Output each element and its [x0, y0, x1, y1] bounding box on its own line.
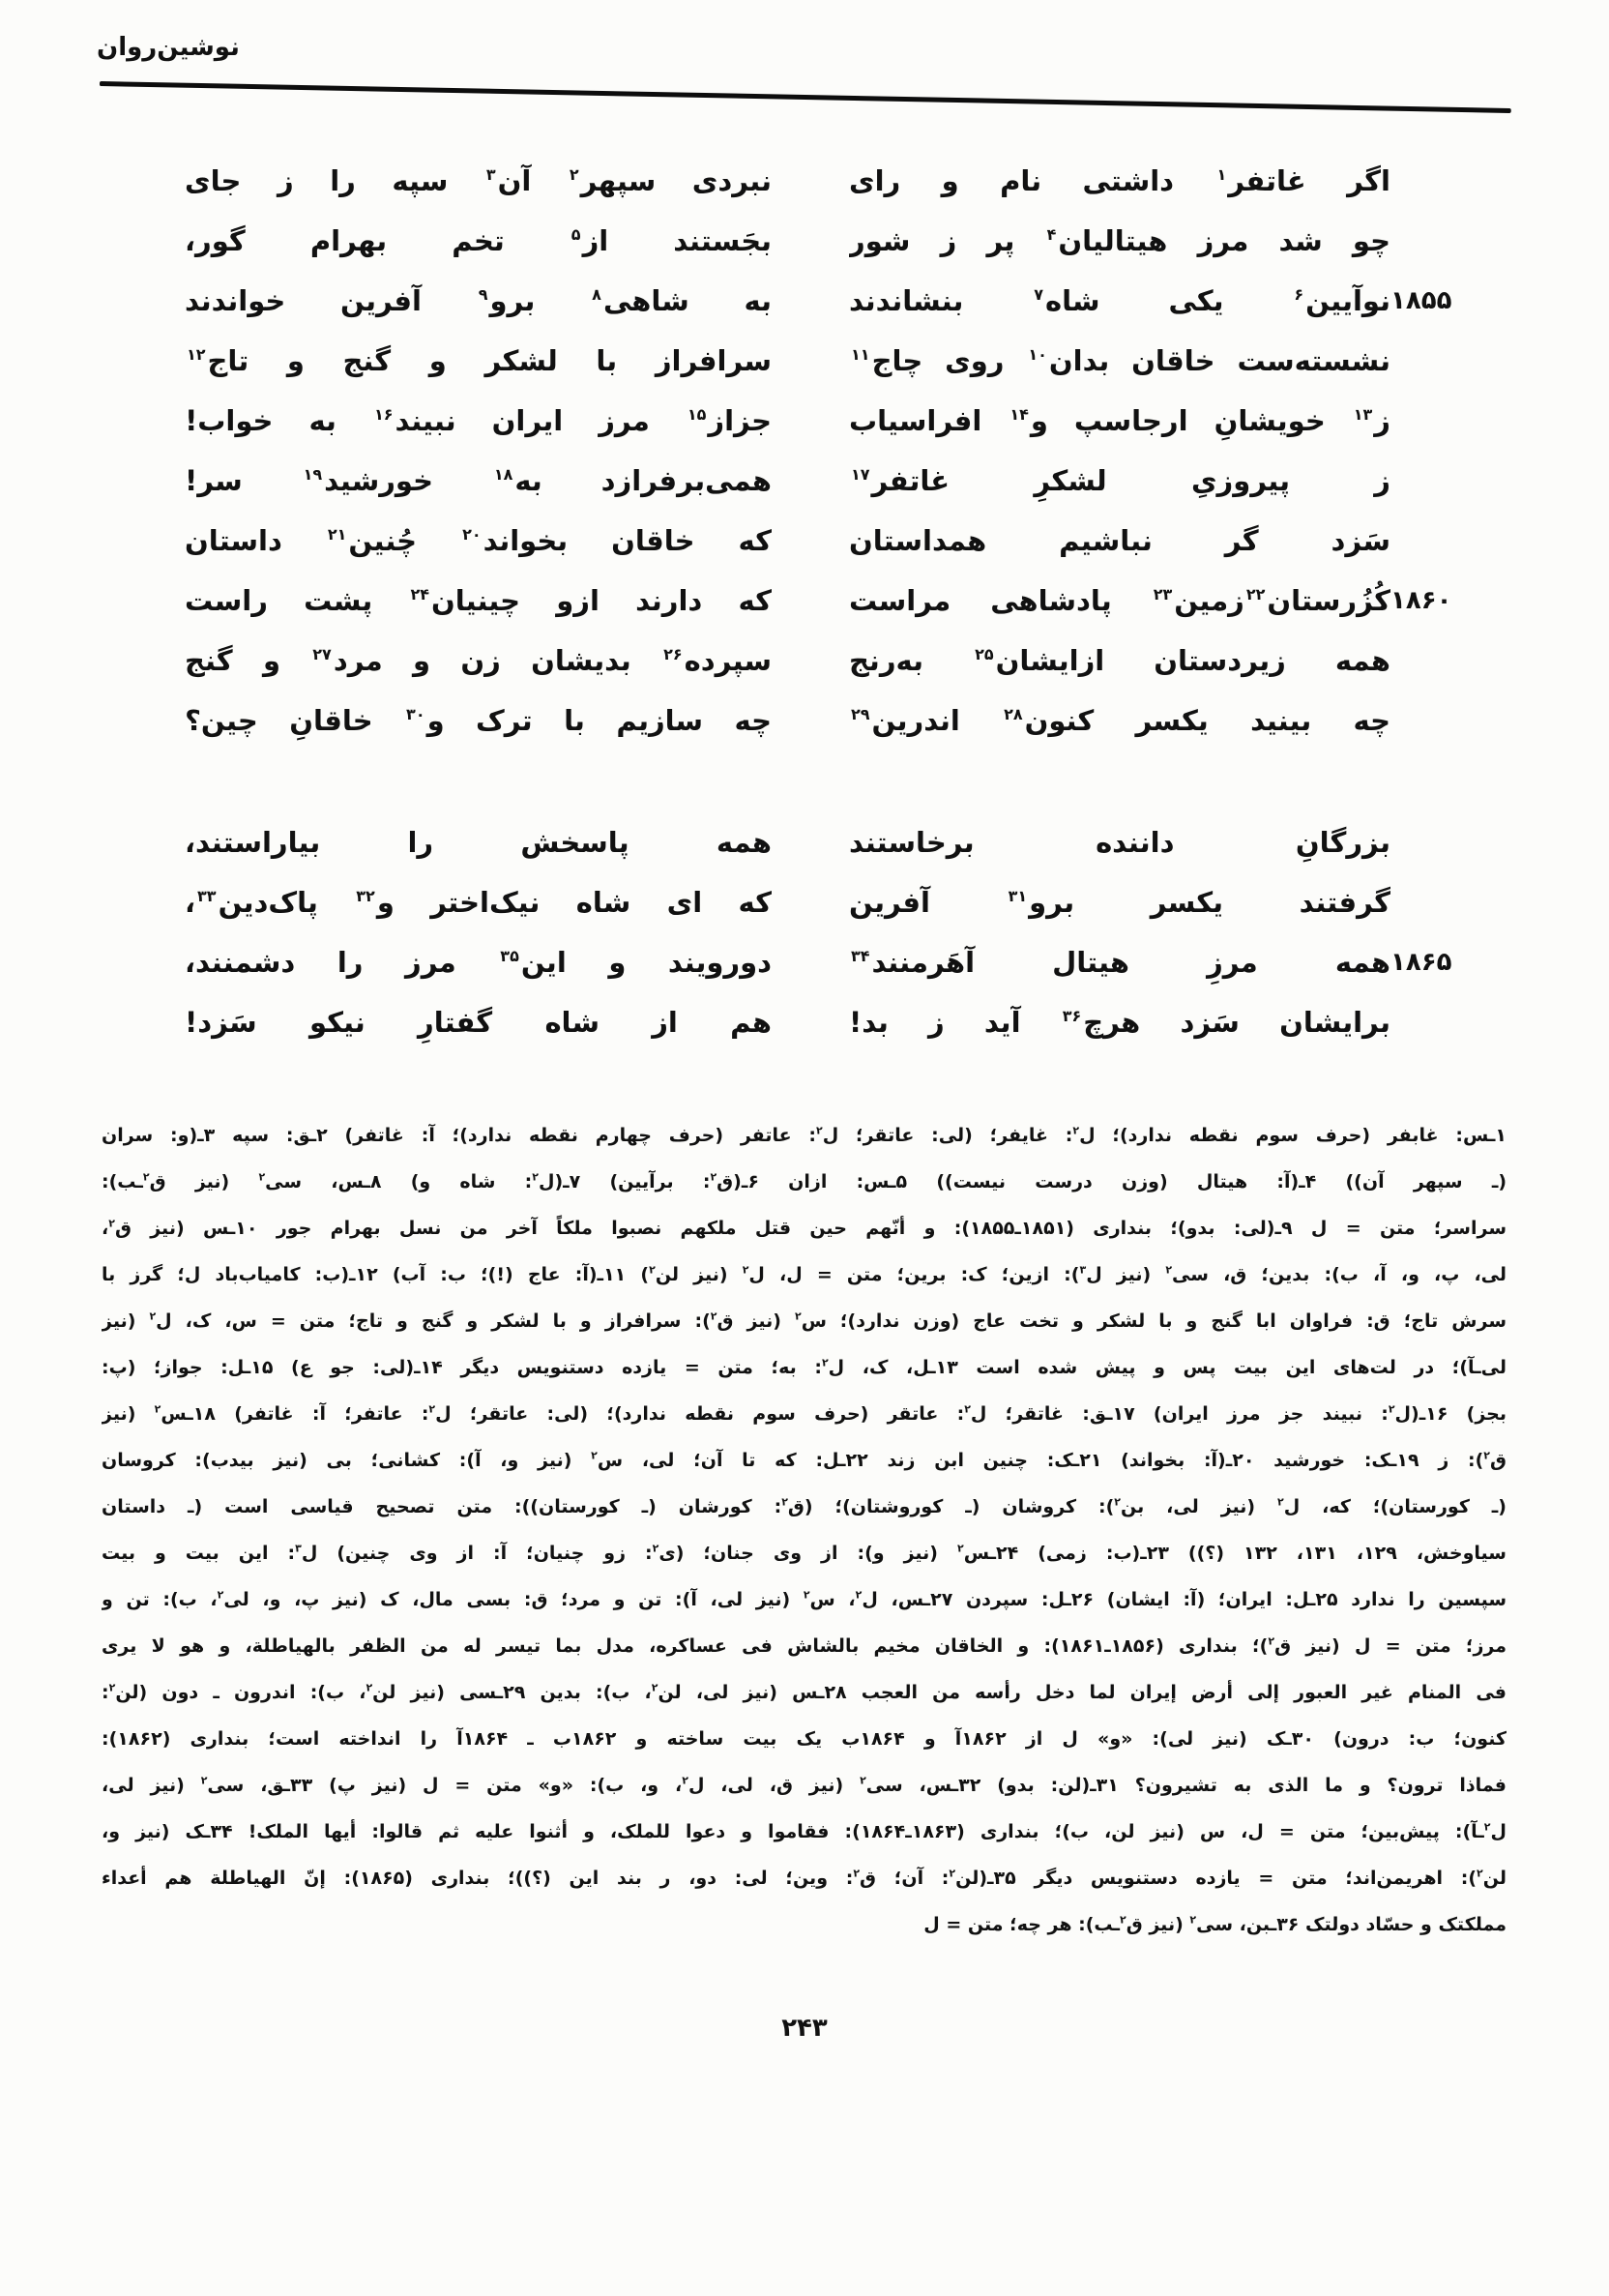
footnote-marker: ۶	[1294, 285, 1304, 305]
footnote-marker: ۱۳	[1353, 405, 1373, 425]
footnote-marker: ۲	[803, 1588, 810, 1602]
footnote-marker: ۳	[295, 1542, 302, 1555]
hemistich-second: که دارند ازو چینیان$^{۲۴}$ پشت راست	[185, 584, 772, 617]
verse-number: ۱۸۶۰	[1390, 586, 1452, 615]
hemistich-second: نبردی سپهر$^۲$ آن$^۳$ سپه را ز جای	[185, 164, 772, 197]
footnote-line: لی‌ـآ)؛ در لت‌های این بیت پس و پیش شده است ۱۳ـل، ک، ل$^۲$: به؛ متن = یازده دستنویس دیگر ۱۴ـ(لی: جو ع) ۱۵ـل: جواز؛ (پ:	[102, 1356, 1507, 1378]
footnote-marker: ۳۲	[356, 887, 375, 906]
footnote-marker: ۲	[949, 1867, 956, 1880]
hemistich-first: چو شد مرز هیتالیان$^۴$ پر ز شور	[849, 224, 1390, 257]
footnote-line: (ـ کورستان)؛ که، ل$^۲$ (نیز لی، بن$^۲$): کروشان (ـ کوروشتان)؛ (ق$^۲$: کورشان (ـ کورستان)): متن تصحیح قیاسی است (ـ داستان	[102, 1495, 1507, 1517]
footnote-marker: ۳۶	[1062, 1007, 1082, 1026]
hemistich-first: نوآیین$^۶$ یکی شاه$^۷$ بنشاندند	[849, 284, 1390, 317]
footnote-marker: ۲	[964, 1402, 971, 1416]
footnote-marker: ۵	[570, 225, 581, 245]
hemistich-first: ز پیروزیِ لشکرِ غاتفر$^{۱۷}$	[851, 464, 1390, 497]
footnote-marker: ۲	[108, 1681, 116, 1694]
hemistich-second: جزاز$^{۱۵}$ مرز ایران نبیند$^{۱۶}$ به خواب!	[185, 404, 772, 437]
footnote-marker: ۳	[485, 165, 496, 185]
footnote-marker: ۸	[592, 285, 601, 305]
footnote-marker: ۲	[1388, 1402, 1395, 1416]
hemistich-first: نشسته‌ست خاقان بدان$^{۱۰}$ روی چاج$^{۱۱}$	[851, 344, 1390, 377]
footnote-line: سپسین را ندارد ۲۵ـل: ایران؛ (آ: ایشان) ۲۶ـل: سپردن ۲۷ـس، ل$^۲$، س$^۲$ (نیز لی، آ): تن و مرد؛ ق: بسی مال، ک (نیز پ، و، لی$^۲$، ب): تن و	[102, 1588, 1507, 1610]
footnote-marker: ۳۳	[197, 887, 217, 906]
footnote-line: بجز) ۱۶ـ(ل$^۲$: نبیند جز مرز ایران) ۱۷ـق: غاتقر؛ ل$^۲$: عاتقر (حرف سوم نقطه ندارد)؛ (لی: عاتقر؛ ل$^۲$: عاتفر؛ آ: غاتفر) ۱۸ـس$^۲$ (نیز	[102, 1402, 1507, 1425]
hemistich-first: اگر غاتفر$^۱$ داشتی نام و رای	[849, 164, 1390, 197]
bayt-row	[185, 151, 1507, 211]
footnote-marker: ۲	[652, 1542, 659, 1555]
footnote-marker: ۲	[217, 1588, 224, 1602]
footnote-marker: ۲	[569, 165, 579, 185]
footnote-marker: ۱۲	[187, 345, 206, 365]
footnote-line: کنون؛ ب: درون) ۳۰ـک (نیز لی): «و» ل از ۱۸۶۲آ و ۱۸۶۴ب یک بیت ساخته و ۱۸۶۲ب ـ ۱۸۶۴آ را انداخته است؛ بنداری (۱۸۶۲):	[102, 1728, 1507, 1750]
footnote-marker: ۲۰	[462, 525, 482, 545]
hemistich-first: چه بینید یکسر کنون$^{۲۸}$ اندرین$^{۲۹}$	[851, 704, 1390, 737]
footnote-marker: ۲۱	[327, 525, 347, 545]
footnote-marker: ۲	[1277, 1495, 1284, 1509]
footnote-marker: ۲	[149, 1310, 157, 1323]
footnote-marker: ۲	[154, 1402, 161, 1416]
running-title: نوشین‌روان	[97, 33, 240, 62]
footnote-marker: ۲	[258, 1170, 266, 1184]
hemistich-first: بزرگانِ داننده برخاستند	[849, 826, 1390, 859]
footnote-marker: ۲	[651, 1681, 658, 1694]
bayt-row	[185, 872, 1507, 932]
footnote-marker: ۱۰	[1028, 345, 1047, 365]
footnote-line: سراسر؛ متن = ل ۹ـ(لی: بدو)؛ بنداری (۱۸۵۱ـ۱۸۵۵): و أنّهم حین قتل ملکهم نصبوا ملکاً آخر من نسل بهرام جور ۱۰ـس (نیز ق$^۲$،	[102, 1217, 1507, 1239]
footnote-marker: ۲	[200, 1774, 208, 1787]
hemistich-second: هم از شاه گفتارِ نیکو سَزد!	[185, 1006, 772, 1039]
bayt-row	[185, 511, 1507, 571]
footnote-marker: ۲	[591, 1449, 598, 1462]
bayt-row	[185, 391, 1507, 451]
footnote-marker: ۲	[1165, 1263, 1173, 1277]
hemistich-first: کُزُرستان$^{۲۲}$زمین$^{۲۳}$ پادشاهی مراست	[849, 584, 1390, 617]
hemistich-second: چه سازیم با ترک و$^{۳۰}$ خاقانِ چین؟	[185, 704, 772, 737]
footnote-line: ۱ـس: غابفر (حرف سوم نقطه ندارد)؛ ل$^۲$: غایفر؛ (لی: عاتقر؛ ل$^۲$: عاتفر (حرف چهارم نقطه ندارد)؛ آ: غاتفر) ۲ـق: سپه ۳ـ(و: سران	[102, 1124, 1507, 1146]
hemistich-first: برایشان سَزد هرچ$^{۳۶}$ آید ز بد!	[849, 1006, 1390, 1039]
footnote-marker: ۲	[781, 1495, 788, 1509]
bayt-row	[185, 631, 1507, 691]
footnote-marker: ۳۱	[1008, 887, 1028, 906]
footnote-marker: ۳۵	[500, 947, 519, 966]
verse-number: ۱۸۵۵	[1390, 286, 1452, 315]
hemistich-second: که خاقان بخواند$^{۲۰}$ چُنین$^{۲۱}$ داستان	[185, 524, 772, 557]
footnote-marker: ۲۹	[851, 705, 870, 724]
hemistich-first: سَزد گر نباشیم همداستان	[849, 524, 1390, 557]
footnote-marker: ۲	[142, 1170, 150, 1184]
bayt-row	[185, 571, 1507, 631]
footnote-line: سرش تاج؛ ق: فراوان ابا گنج و با لشکر و تخت عاج (وزن ندارد)؛ س$^۲$ (نیز ق$^۲$): سرافراز و با لشکر و گنج و تاج؛ متن = س، ک، ل$^۲$ (نیز	[102, 1310, 1507, 1332]
footnote-marker: ۲	[742, 1263, 749, 1277]
hemistich-second: که ای شاه نیک‌اختر و$^{۳۲}$ پاک‌دین$^{۳۳}$،	[185, 886, 772, 919]
footnote-marker: ۱۴	[1009, 405, 1029, 425]
footnote-marker: ۱۵	[687, 405, 707, 425]
footnote-line: فی المنام غیر العبور إلی أرض إیران لما دخل رأسه من العجب ۲۸ـس (نیز لی، لن$^۲$، ب): بدین ۲۹ـسی (نیز لن$^۲$، ب): اندرون ـ دون (لن$^۲$:	[102, 1681, 1507, 1703]
footnote-marker: ۲	[956, 1542, 964, 1555]
hemistich-second: همی‌برفرازد به$^{۱۸}$ خورشید$^{۱۹}$ سر!	[185, 464, 772, 497]
footnote-marker: ۲	[1114, 1495, 1122, 1509]
footnote-marker: ۹	[478, 285, 488, 305]
footnote-marker: ۲	[649, 1263, 656, 1277]
footnote-marker: ۳	[1079, 1263, 1087, 1277]
bayt-row	[185, 271, 1507, 331]
footnote-line: ق$^۲$): ز ۱۹ـک: خورشید ۲۰ـ(آ: بخواند) ۲۱ـک: چنین ابن زند ۲۲ـل: که تا آن؛ لی، س$^۲$ (نیز و، آ): کشانی؛ بی (نیز بیدب): کروسان	[102, 1449, 1507, 1471]
footnote-marker: ۲	[855, 1588, 863, 1602]
footnote-marker: ۲	[860, 1774, 866, 1787]
footnote-marker: ۴	[1046, 225, 1057, 245]
footnote-marker: ۲۶	[663, 645, 683, 664]
footnote-marker: ۲۳	[1153, 585, 1173, 604]
stanza-gap	[185, 751, 1507, 812]
verse-number: ۱۸۶۵	[1390, 948, 1452, 977]
hemistich-second: همه پاسخش را بیاراستند،	[185, 826, 772, 859]
footnote-line: لی، پ، و، آ، ب): بدین؛ ق، سی$^۲$ (نیز ل$^۳$): ازین؛ ک: برین؛ متن = ل، ل$^۲$ (نیز لن$^۲$) ۱۱ـ(آ: عاج (!)؛ ب: آب) ۱۲ـ(ب: کامیاب‌باد ل؛ گرز با	[102, 1263, 1507, 1285]
footnote-marker: ۲	[1120, 1913, 1126, 1927]
bayt-row	[185, 992, 1507, 1052]
hemistich-first: ز$^{۱۳}$ خویشانِ ارجاسپ و$^{۱۴}$ افراسیاب	[849, 404, 1390, 437]
hemistich-first: همه مرزِ هیتال آهَرمنند$^{۳۴}$	[851, 946, 1390, 979]
footnote-marker: ۱۹	[303, 465, 323, 485]
footnote-marker: ۳۰	[406, 705, 425, 724]
footnote-marker: ۲	[1483, 1820, 1491, 1834]
poem-block	[185, 151, 1507, 1052]
footnote-marker: ۱۷	[851, 465, 870, 485]
footnote-marker: ۲	[1072, 1124, 1080, 1137]
footnote-marker: ۲۷	[312, 645, 332, 664]
footnote-marker: ۳۴	[851, 947, 870, 966]
hemistich-second: دورویند و این$^{۳۵}$ مرز را دشمنند،	[185, 946, 772, 979]
footnote-marker: ۱	[1216, 165, 1227, 185]
hemistich-second: به شاهی$^۸$ برو$^۹$ آفرین خواندند	[185, 284, 772, 317]
bayt-row	[185, 451, 1507, 511]
footnote-marker: ۲	[710, 1310, 717, 1323]
hemistich-second: بجَستند از$^۵$ تخم بهرام گور،	[185, 224, 772, 257]
footnote-marker: ۲	[821, 1356, 829, 1369]
footnotes-block	[102, 1112, 1507, 1948]
footnote-line: مرز؛ متن = ل (نیز ق$^۲$)؛ بنداری (۱۸۵۶ـ۱۸۶۱): و الخاقان مخیم بالشاش فی عساکره، مدل بما تیسر له من الظفر بالهیاطلة، و هو لا یری	[102, 1634, 1507, 1657]
bayt-row	[185, 211, 1507, 271]
hemistich-first: گرفتند یکسر برو$^{۳۱}$ آفرین	[849, 886, 1390, 919]
footnote-marker: ۱۶	[373, 405, 394, 425]
footnote-marker: ۲	[532, 1170, 539, 1184]
footnote-marker: ۱۸	[493, 465, 513, 485]
footnote-marker: ۲	[682, 1774, 688, 1787]
footnote-line: مملکتک و حسّاد دولتک ۳۶ـبن، سی$^۲$ (نیز ق$^۲$ـب): هر چه؛ متن = ل	[923, 1913, 1507, 1935]
footnote-marker: ۲	[794, 1310, 802, 1323]
footnote-marker: ۲۵	[975, 645, 994, 664]
footnote-marker: ۲	[816, 1124, 823, 1137]
footnote-line: ل$^۲$ـآ): پیش‌بین؛ متن = ل، س (نیز لن، ب)؛ بنداری (۱۸۶۳ـ۱۸۶۴): فقاموا و دعوا للملک، و أثنوا علیه ثم قالوا: أیها الملک! ۳۴ـک (نیز و،	[102, 1820, 1507, 1842]
bayt-row	[185, 812, 1507, 872]
header-rule	[100, 81, 1511, 113]
page-number: ۲۴۳	[781, 2014, 828, 2043]
footnote-marker: ۲	[710, 1170, 717, 1184]
footnote-marker: ۲۸	[1004, 705, 1023, 724]
footnote-marker: ۲	[1477, 1867, 1483, 1880]
footnote-line: سیاوخش، ۱۲۹، ۱۳۱، ۱۳۲ (؟)) ۲۳ـ(ب: زمی) ۲۴ـس$^۲$ (نیز و): از وی جنان؛ (ی$^۲$: زو چنیان؛ آ: از وی چنین) ل$^۳$: این بیت و بیت	[102, 1542, 1507, 1564]
footnote-marker: ۲	[108, 1217, 115, 1230]
hemistich-second: سرافراز با لشکر و گنج و تاج$^{۱۲}$	[187, 344, 772, 377]
bayt-row	[185, 932, 1507, 992]
footnote-marker: ۲	[1189, 1913, 1197, 1927]
footnote-marker: ۷	[1034, 285, 1044, 305]
bayt-row	[185, 331, 1507, 391]
footnote-marker: ۲	[1483, 1449, 1490, 1462]
footnote-marker: ۲	[428, 1402, 436, 1416]
hemistich-first: همه زیردستان ازایشان$^{۲۵}$ به‌رنج	[849, 644, 1390, 677]
footnote-marker: ۲۲	[1245, 585, 1266, 604]
footnote-marker: ۲	[853, 1867, 861, 1880]
hemistich-second: سپرده$^{۲۶}$ بدیشان زن و مرد$^{۲۷}$ و گنج	[185, 644, 772, 677]
footnote-line: لن$^۲$): اهریمن‌اند؛ متن = یازده دستنویس دیگر ۳۵ـ(لن$^۲$: آن؛ ق$^۲$: وین؛ لی: دو، ر بند این (؟))؛ بنداری (۱۸۶۵): إنّ الهیاطلة هم أعداء	[102, 1867, 1507, 1889]
bayt-row	[185, 691, 1507, 751]
footnote-line: (ـ سپهر آن)) ۴ـ(آ: هیتال (وزن درست نیست)) ۵ـس: ازان ۶ـ(ق$^۲$: برآیین) ۷ـ(ل$^۲$: شاه و) ۸ـس، سی$^۲$ (نیز ق$^۲$ـب):	[102, 1170, 1507, 1192]
footnote-marker: ۲۴	[410, 585, 429, 604]
footnote-line: فماذا ترون؟ و ما الذی به تشیرون؟ ۳۱ـ(لن: بدو) ۳۲ـس، سی$^۲$ (نیز ق، لی، ل$^۲$، و، ب): «و» متن = ل (نیز پ) ۳۳ـق، سی$^۲$ (نیز لی،	[102, 1774, 1507, 1796]
footnote-marker: ۲	[366, 1681, 373, 1694]
footnote-marker: ۱۱	[851, 345, 870, 365]
footnote-marker: ۲	[1268, 1634, 1275, 1648]
